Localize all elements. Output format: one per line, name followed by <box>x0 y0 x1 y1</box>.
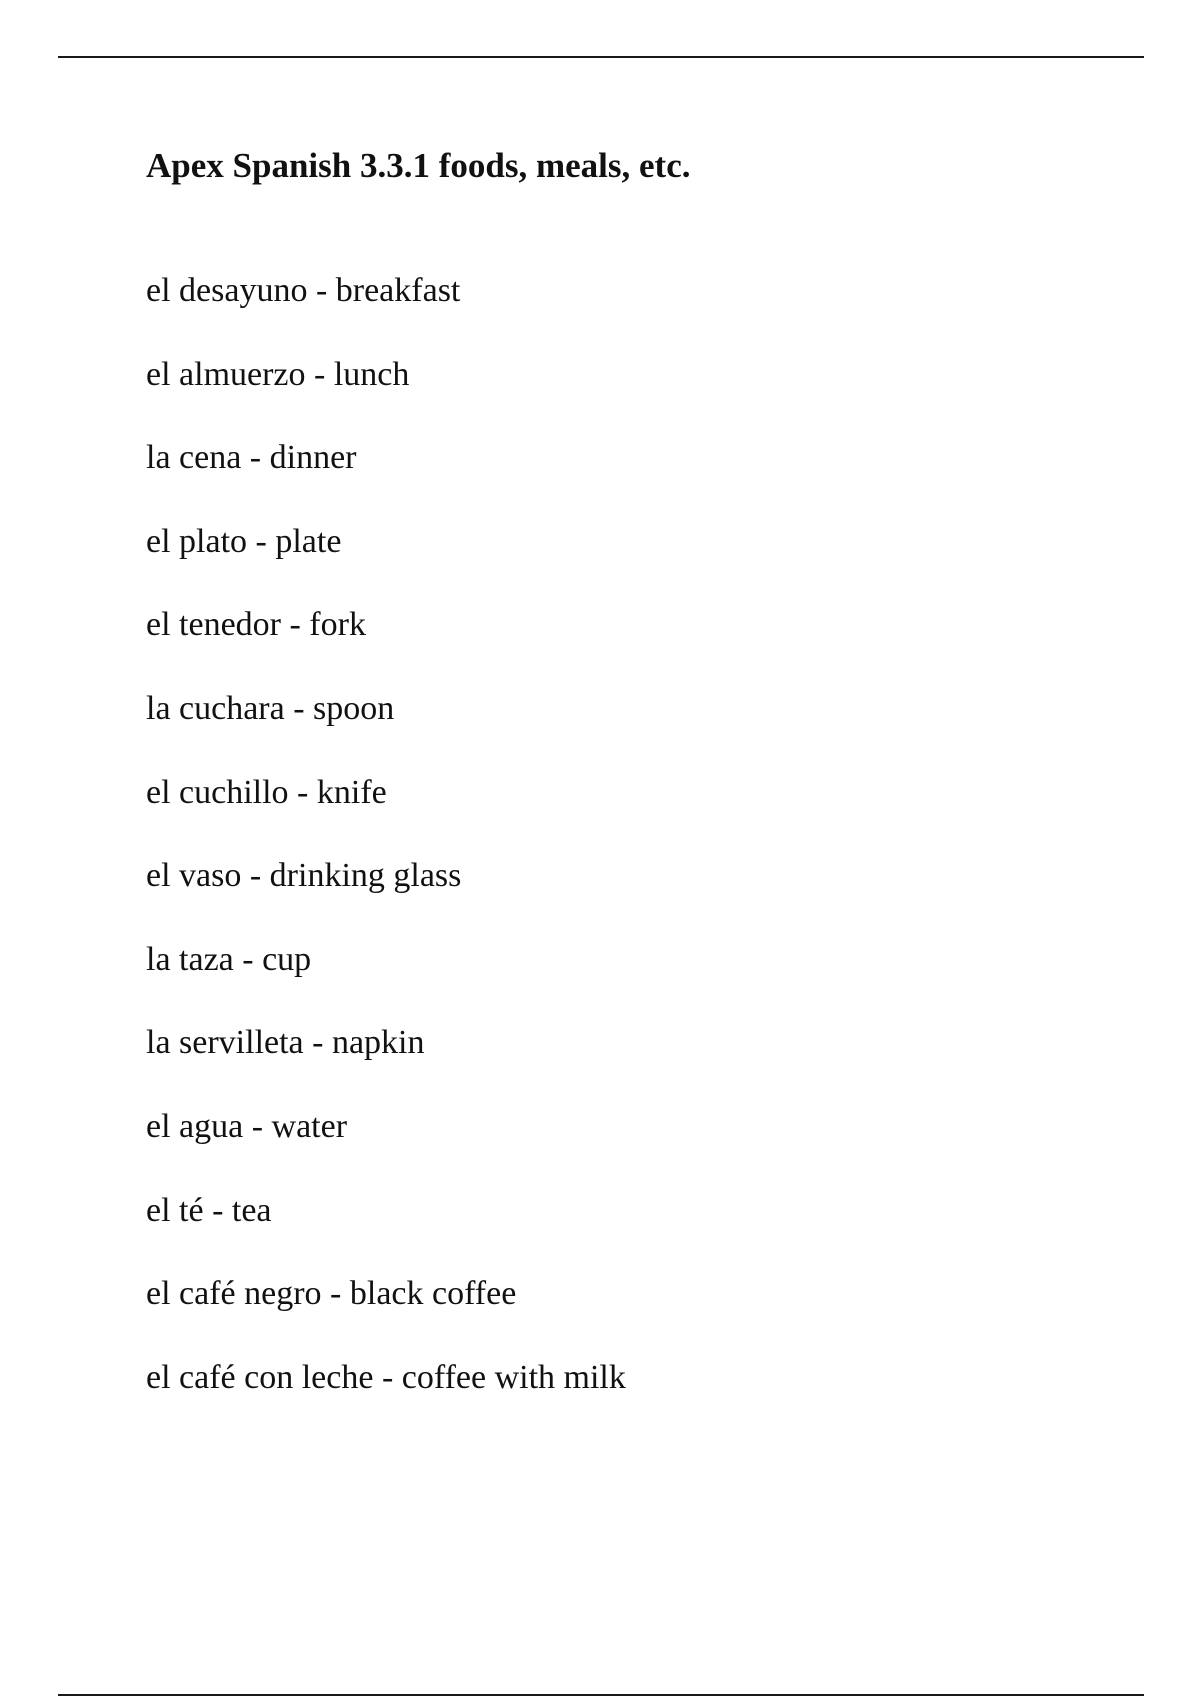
vocabulary-item-cafe-negro: el café negro - black coffee <box>146 1275 517 1313</box>
vocabulary-list <box>146 270 626 1440</box>
vocabulary-item-cuchara: la cuchara - spoon <box>146 689 395 727</box>
vocabulary-item-plato: el plato - plate <box>146 522 342 560</box>
vocabulary-item-te: el té - tea <box>146 1191 272 1229</box>
vocabulary-item-almuerzo: el almuerzo - lunch <box>146 355 410 393</box>
top-divider <box>58 56 1144 58</box>
vocabulary-item-agua: el agua - water <box>146 1107 348 1145</box>
vocabulary-item-vaso: el vaso - drinking glass <box>146 857 462 895</box>
vocabulary-item-tenedor: el tenedor - fork <box>146 606 366 644</box>
vocabulary-item-desayuno: el desayuno - breakfast <box>146 272 461 309</box>
vocabulary-item-taza: la taza - cup <box>146 940 312 978</box>
vocabulary-item-cena: la cena - dinner <box>146 439 357 477</box>
bottom-divider <box>58 1694 1144 1696</box>
page-title: Apex Spanish 3.3.1 foods, meals, etc. <box>146 146 691 185</box>
vocabulary-item-servilleta: la servilleta - napkin <box>146 1024 425 1062</box>
vocabulary-item-cafe-con-leche: el café con leche - coffee with milk <box>146 1358 626 1396</box>
vocabulary-item-cuchillo: el cuchillo - knife <box>146 773 387 811</box>
